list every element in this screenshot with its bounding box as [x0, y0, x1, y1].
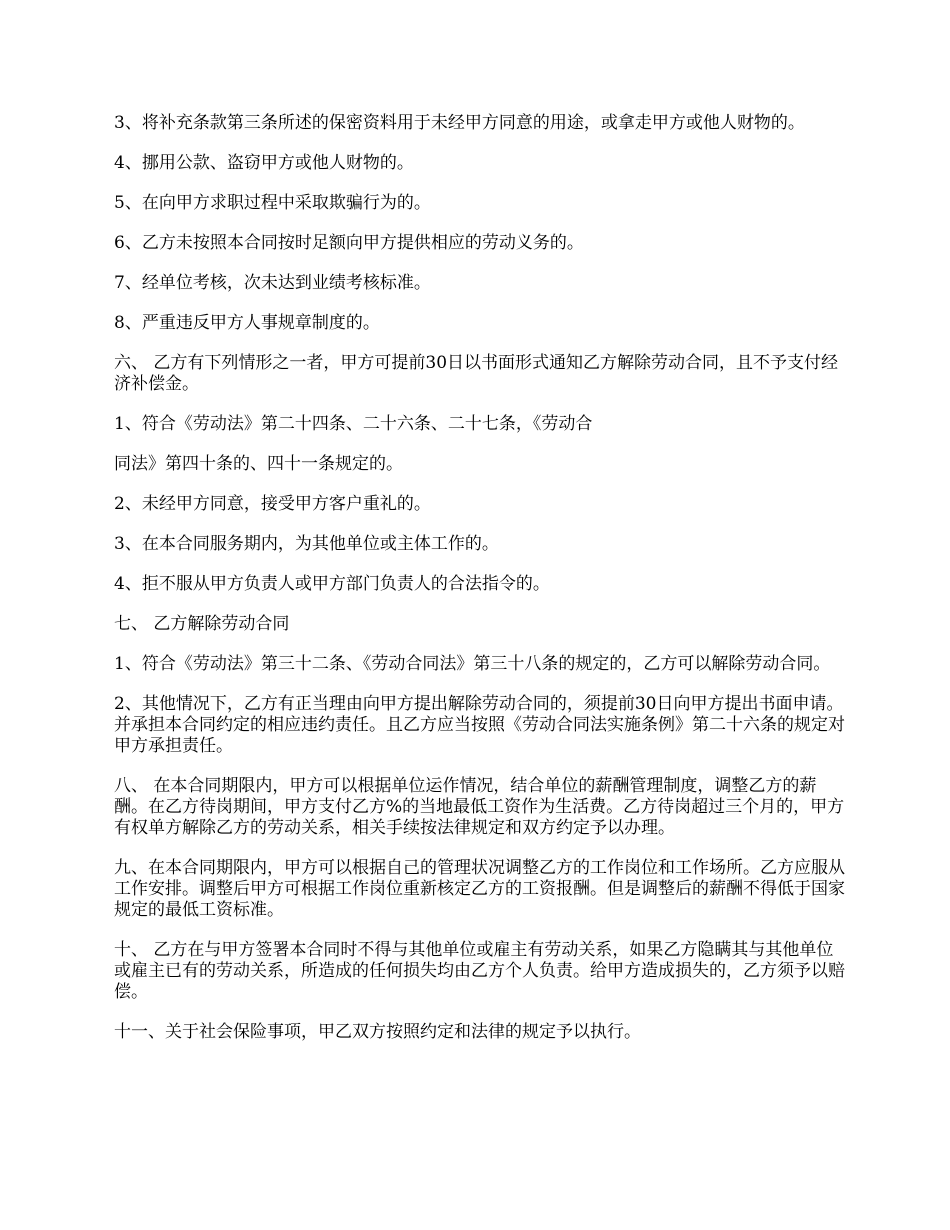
paragraph-6-labor-duty: 6、乙方未按照本合同按时足额向甲方提供相应的劳动义务的。: [114, 233, 584, 253]
section-8: 八、 在本合同期限内，甲方可以根据单位运作情况，结合单位的薪酬管理制度，调整乙方的薪酬。在乙方待岗期间，甲方支付乙方%的当地最低工资作为生活费。乙方待岗超过三个月的，甲方有权单方解除乙方的劳动关系，相关手续按法律规定和双方约定予以办理。: [114, 776, 845, 838]
section-6-heading: 六、 乙方有下列情形之一者，甲方可提前30日以书面形式通知乙方解除劳动合同，且不予支付经济补偿金。: [114, 353, 839, 394]
paragraph-7-assessment: 7、经单位考核，次未达到业绩考核标准。: [114, 273, 431, 293]
section-9: 九、在本合同期限内，甲方可以根据自己的管理状况调整乙方的工作岗位和工作场所。乙方应服从工作安排。调整后甲方可根据工作岗位重新核定乙方的工资报酬。但是调整后的薪酬不得低于国家规定的最低工资标准。: [114, 858, 845, 920]
paragraph-3-confidential: 3、将补充条款第三条所述的保密资料用于未经甲方同意的用途，或拿走甲方或他人财物的。: [114, 113, 805, 133]
paragraph-5-deception: 5、在向甲方求职过程中采取欺骗行为的。: [114, 193, 431, 213]
section-6-item-1a: 1、符合《劳动法》第二十四条、二十六条、二十七条，《劳动合: [114, 414, 593, 434]
section-6-item-1b: 同法》第四十条的、四十一条规定的。: [114, 454, 403, 474]
section-6-item-3: 3、在本合同服务期内，为其他单位或主体工作的。: [114, 534, 499, 554]
section-6-item-2: 2、未经甲方同意，接受甲方客户重礼的。: [114, 494, 431, 514]
section-11: 十一、关于社会保险事项，甲乙双方按照约定和法律的规定予以执行。: [114, 1022, 641, 1042]
section-6-item-4: 4、拒不服从甲方负责人或甲方部门负责人的合法指令的。: [114, 574, 550, 594]
section-7-item-2: 2、其他情况下，乙方有正当理由向甲方提出解除劳动合同的，须提前30日向甲方提出书面申请。并承担本合同约定的相应违约责任。且乙方应当按照《劳动合同法实施条例》第二十六条的规定对甲方承担责任。: [114, 694, 845, 756]
document-body: [114, 113, 850, 1062]
section-10: 十、 乙方在与甲方签署本合同时不得与其他单位或雇主有劳动关系，如果乙方隐瞒其与其他单位或雇主已有的劳动关系，所造成的任何损失均由乙方个人负责。给甲方造成损失的，乙方须予以赔偿。: [114, 940, 845, 1002]
section-7-heading: 七、 乙方解除劳动合同: [114, 614, 290, 634]
section-7-item-1: 1、符合《劳动法》第三十二条、《劳动合同法》第三十八条的规定的，乙方可以解除劳动合同。: [114, 654, 831, 674]
paragraph-4-embezzle: 4、挪用公款、盗窃甲方或他人财物的。: [114, 153, 414, 173]
paragraph-8-rules: 8、严重违反甲方人事规章制度的。: [114, 313, 380, 333]
